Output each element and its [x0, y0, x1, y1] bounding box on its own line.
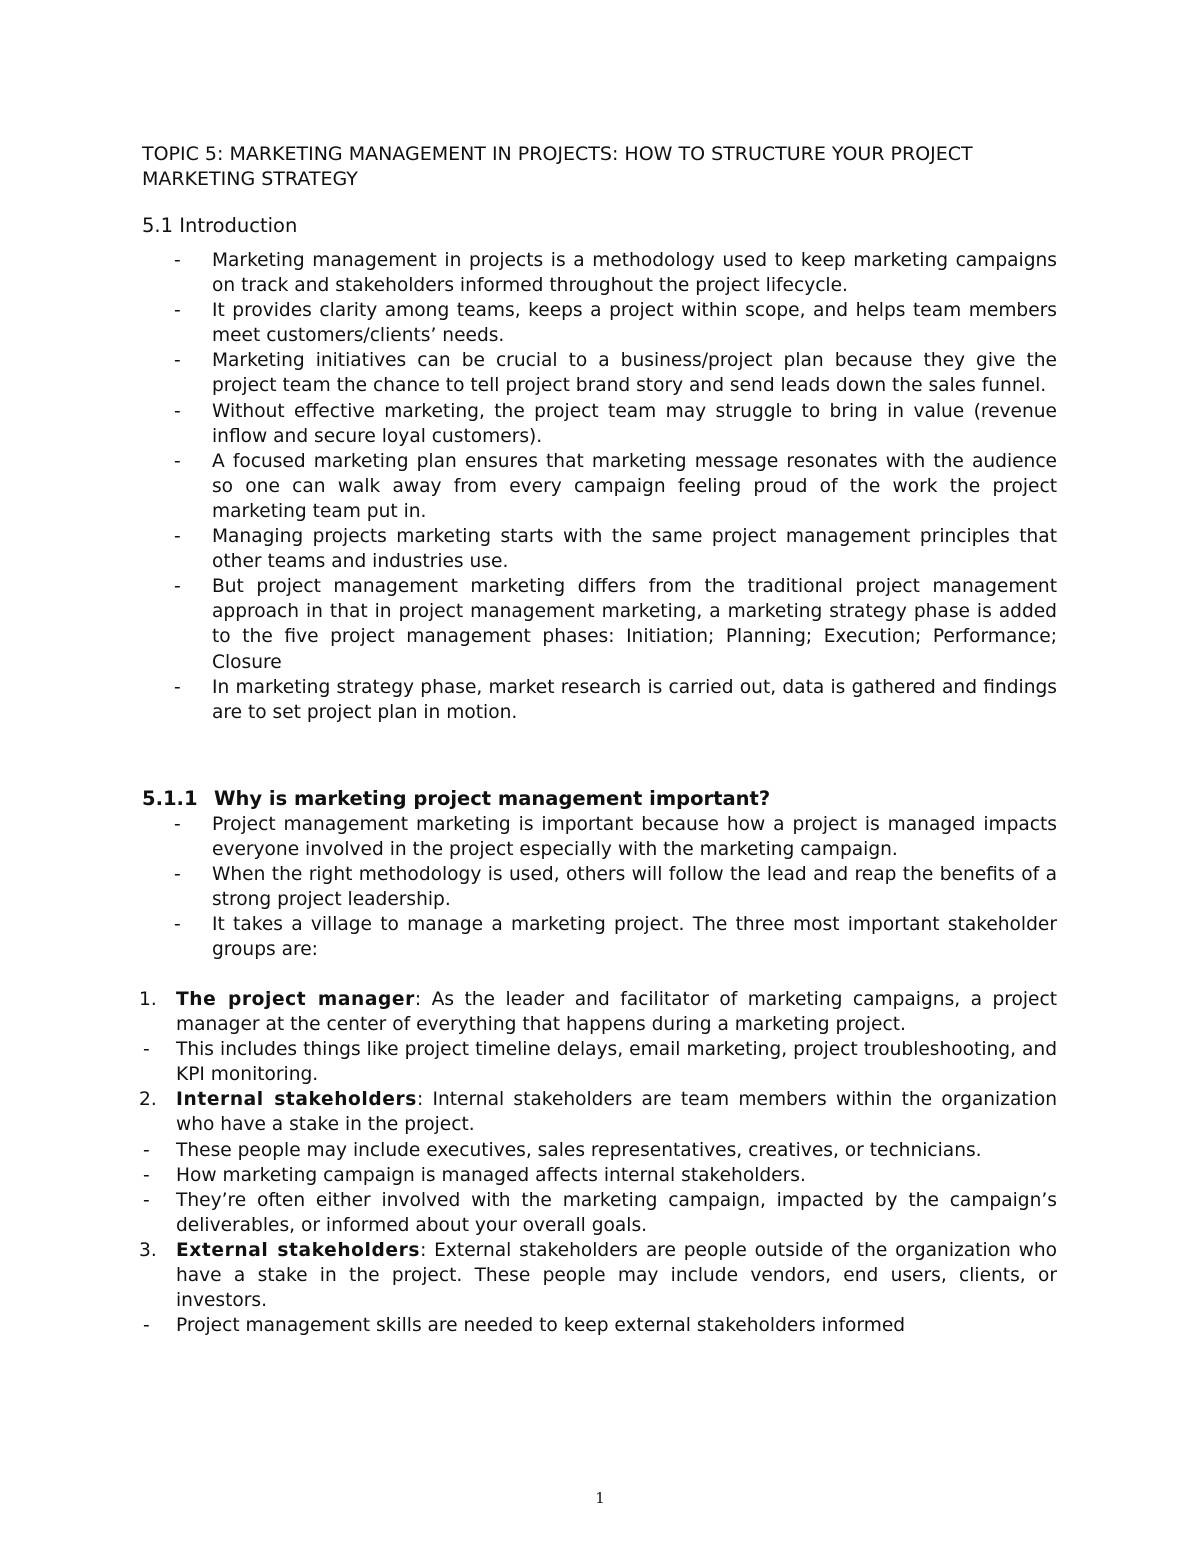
page-title: TOPIC 5: MARKETING MANAGEMENT IN PROJECTS: HOW TO STRUCTURE YOUR PROJECT MARKETING STRATEGY: [142, 143, 973, 190]
section-number: 5.1.1: [142, 787, 198, 810]
section-title: Introduction: [179, 214, 298, 237]
list-item: - Marketing management in projects is a methodology used to keep marketing campaigns on track and stakeholders informed throughout the project lifecycle.: [174, 250, 1057, 297]
section-title: Why is marketing project management important?: [214, 787, 771, 810]
item-text: : Internal stakeholders are team members within the organization who have a stake in the project.: [176, 1089, 1057, 1136]
sub-item: - These people may include executives, sales representatives, creatives, or technicians.: [143, 1139, 982, 1161]
sub-item: - They’re often either involved with the marketing campaign, impacted by the campaign’s deliverables, or informed about your overall goals.: [143, 1189, 1057, 1236]
sub-item-text: Project management skills are needed to keep external stakeholders informed: [176, 1315, 906, 1337]
sub-item: - How marketing campaign is managed affects internal stakeholders.: [143, 1164, 806, 1186]
stakeholder-term: External stakeholders: [176, 1239, 421, 1261]
list-item-text: It provides clarity among teams, keeps a project within scope, and helps team members meet customers/clients’ needs.: [212, 300, 1057, 347]
list-item: - Without effective marketing, the project team may struggle to bring in value (revenue inflow and secure loyal customers).: [174, 400, 1057, 447]
numbered-item: [139, 1238, 1057, 1313]
importance-bullet-list: [174, 812, 1057, 963]
section-heading-5-1-1: [142, 786, 770, 811]
list-item-text: When the right methodology is used, others will follow the lead and reap the benefits of a strong project leadership.: [212, 864, 1057, 911]
sub-item-text: This includes things like project timeline delays, email marketing, project troubleshooting, and KPI monitoring.: [176, 1039, 1057, 1086]
list-item-text: Managing projects marketing starts with the same project management principles that other teams and industries use.: [212, 526, 1057, 573]
list-item: - It provides clarity among teams, keeps a project within scope, and helps team members meet customers/clients’ needs.: [174, 300, 1057, 347]
page-number: 1: [595, 1489, 605, 1507]
list-item-text: Without effective marketing, the project team may struggle to bring in value (revenue inflow and secure loyal customers).: [212, 400, 1057, 447]
numbered-item: [139, 1087, 1057, 1137]
list-item-text: It takes a village to manage a marketing project. The three most important stakeholder groups are:: [212, 914, 1057, 961]
sub-item-text: How marketing campaign is managed affects internal stakeholders.: [176, 1164, 806, 1186]
list-item-text: But project management marketing differs from the traditional project management approach in that in project management marketing, a marketing strategy phase is added to the five project management phases: Initiation; Planning; Execution; Performance; Closure: [212, 576, 1057, 673]
stakeholder-list: [139, 987, 1057, 1338]
list-item-text: Marketing initiatives can be crucial to a business/project plan because they give the project team the chance to tell project brand story and send leads down the sales funnel.: [212, 350, 1057, 397]
numbered-item: [139, 987, 1057, 1037]
stakeholder-term: Internal stakeholders: [176, 1089, 417, 1111]
sub-item: - This includes things like project timeline delays, email marketing, project troubleshooting, and KPI monitoring.: [143, 1039, 1057, 1086]
item-number: 3.: [139, 1239, 157, 1261]
list-item-text: Marketing management in projects is a methodology used to keep marketing campaigns on track and stakeholders informed throughout the project lifecycle.: [212, 250, 1057, 297]
stakeholder-term: The project manager: [176, 989, 415, 1010]
sub-item: - Project management skills are needed to keep external stakeholders informed: [143, 1315, 906, 1337]
item-number: 2.: [139, 1089, 157, 1111]
list-item: - Managing projects marketing starts with the same project management principles that other teams and industries use.: [174, 526, 1057, 573]
list-item-text: Project management marketing is important because how a project is managed impacts everyone involved in the project especially with the marketing campaign.: [212, 814, 1057, 861]
list-item: - In marketing strategy phase, market research is carried out, data is gathered and findings are to set project plan in motion.: [174, 676, 1057, 723]
list-item-text: A focused marketing plan ensures that marketing message resonates with the audience so one can walk away from every campaign feeling proud of the work the project marketing team put in.: [212, 450, 1057, 522]
list-item: - A focused marketing plan ensures that marketing message resonates with the audience so one can walk away from every campaign feeling proud of the work the project marketing team put in.: [174, 450, 1057, 522]
sub-item-text: They’re often either involved with the marketing campaign, impacted by the campaign’s deliverables, or informed about your overall goals.: [176, 1189, 1057, 1236]
list-item: - Marketing initiatives can be crucial to a business/project plan because they give the project team the chance to tell project brand story and send leads down the sales funnel.: [174, 350, 1057, 397]
list-item: - When the right methodology is used, others will follow the lead and reap the benefits of a strong project leadership.: [174, 864, 1057, 911]
item-text: : As the leader and facilitator of marketing campaigns, a project manager at the center of everything that happens during a marketing project.: [176, 989, 1057, 1036]
section-number: 5.1: [142, 214, 174, 237]
section-heading-5-1: [142, 213, 297, 238]
intro-bullet-list: [174, 248, 1057, 725]
list-item-text: In marketing strategy phase, market research is carried out, data is gathered and findings are to set project plan in motion.: [212, 676, 1057, 723]
item-text: : External stakeholders are people outside of the organization who have a stake in the project. These people may include vendors, end users, clients, or investors.: [176, 1239, 1057, 1312]
list-item: - But project management marketing differs from the traditional project management approach in that in project management marketing, a marketing strategy phase is added to the five project management phases: Initiation; Planning; Execution; Performance; Closure: [174, 576, 1057, 673]
sub-item-text: These people may include executives, sales representatives, creatives, or technicians.: [176, 1139, 982, 1161]
item-number: 1.: [139, 989, 157, 1010]
list-item: - It takes a village to manage a marketing project. The three most important stakeholder groups are:: [174, 914, 1057, 961]
list-item: - Project management marketing is important because how a project is managed impacts everyone involved in the project especially with the marketing campaign.: [174, 814, 1057, 861]
